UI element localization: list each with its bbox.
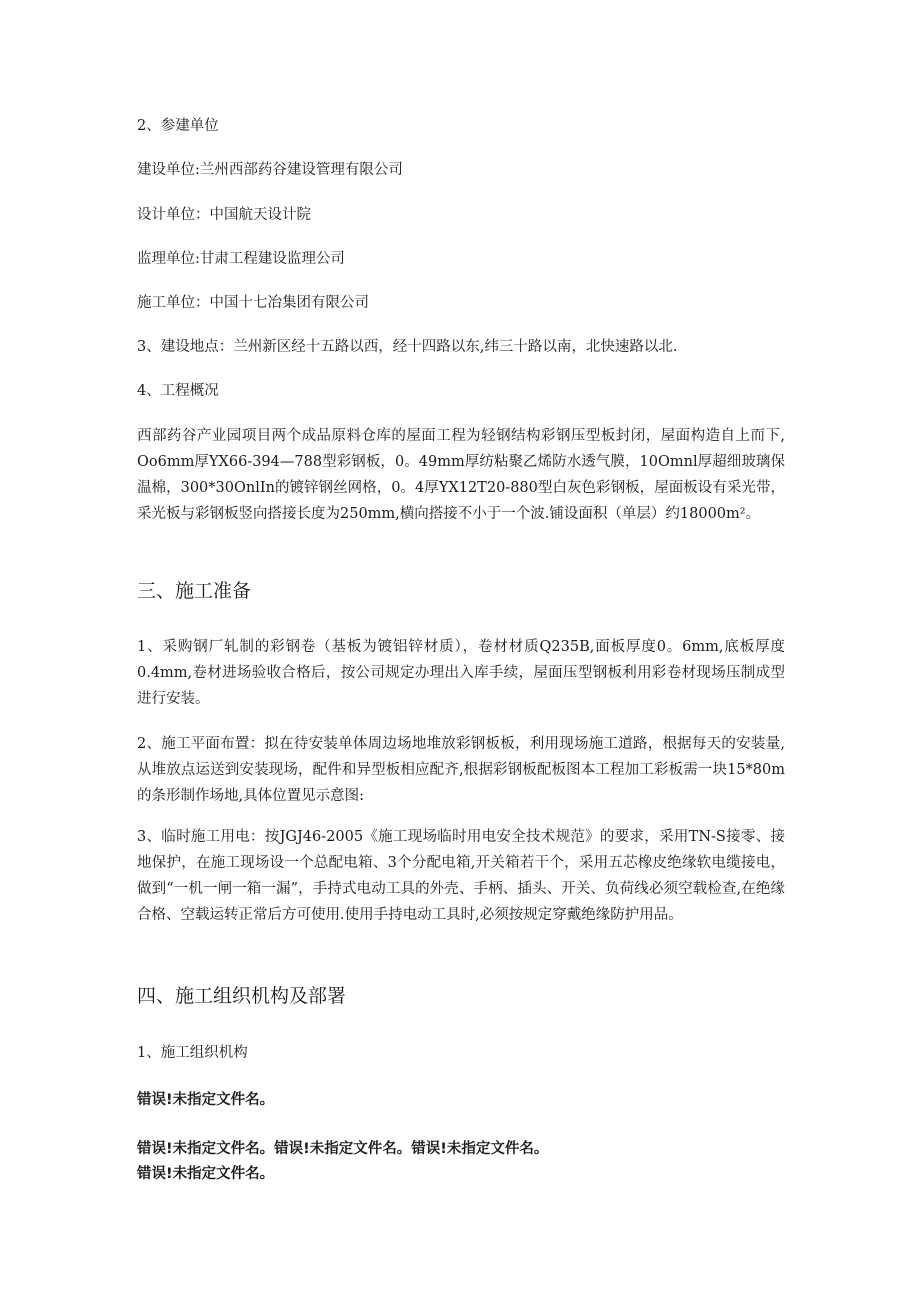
contractor-unit-line: 施工单位：中国十七冶集团有限公司 bbox=[137, 295, 369, 311]
chapter-heading-organization: 四、施工组织机构及部署 bbox=[137, 985, 347, 1007]
organization-item-1: 1、施工组织机构 bbox=[137, 1045, 248, 1061]
section-title-overview: 4、工程概况 bbox=[137, 383, 219, 399]
construction-location-line: 3、建设地点：兰州新区经十五路以西，经十四路以东,纬三十路以南，北快速路以北. bbox=[137, 339, 678, 355]
construction-unit-line: 建设单位:兰州西部药谷建设管理有限公司 bbox=[137, 162, 403, 178]
error-message-line-1: 错误!未指定文件名。 bbox=[137, 1092, 275, 1108]
preparation-item-1: 1、采购钢厂轧制的彩钢卷（基板为镀铝锌材质），卷材材质Q235B,面板厚度0。6mm,底板厚度0.4mm,卷材进场验收合格后，按公司规定办理出入库手续，屋面压型钢板利用彩卷材现场压制成型进行安装。 bbox=[137, 639, 785, 707]
project-overview-paragraph: 西部药谷产业园项目两个成品原料仓库的屋面工程为轻钢结构彩钢压型板封闭，屋面构造自上而下, Oo6mm厚YX66-394—788型彩钢板，0。49mm厚纺粘聚乙烯防水透气膜，10Omnl厚超细玻璃保温棉，300*30OnlIn的镀锌钢丝网格，0。4厚YX12T20-880型白灰色彩钢板，屋面板设有采光带，采光板与彩钢板竖向搭接长度为250mm,横向搭接不小于一个波.铺设面积（单层）约18000m²。 bbox=[137, 428, 785, 522]
supervision-unit-line: 监理单位:甘肃工程建设监理公司 bbox=[137, 251, 345, 267]
error-message-line-2: 错误!未指定文件名。错误!未指定文件名。错误!未指定文件名。 bbox=[137, 1141, 549, 1157]
preparation-item-3: 3、临时施工用电：按JGJ46-2005《施工现场临时用电安全技术规范》的要求，采用TN-S接零、接地保护，在施工现场设一个总配电箱、3个分配电箱,开关箱若干个，采用五芯橡皮绝缘软电缆接电，做到“一机一闸一箱一漏”，手持式电动工具的外壳、手柄、插头、开关、负荷线必须空载检查,在绝缘合格、空载运转正常后方可使用.使用手持电动工具时,必须按规定穿戴绝缘防护用品。 bbox=[137, 829, 785, 923]
error-message-line-3: 错误!未指定文件名。 bbox=[137, 1166, 275, 1182]
design-unit-line: 设计单位：中国航天设计院 bbox=[137, 207, 311, 223]
chapter-heading-preparation: 三、施工准备 bbox=[137, 580, 252, 602]
preparation-item-2: 2、施工平面布置：拟在待安装单体周边场地堆放彩钢板板，利用现场施工道路，根据每天的安装量,从堆放点运送到安装现场，配件和异型板相应配齐,根据彩钢板配板图本工程加工彩板需一块15*80m的条形制作场地,具体位置见示意图: bbox=[137, 736, 785, 804]
section-title-participants: 2、参建单位 bbox=[137, 118, 219, 134]
